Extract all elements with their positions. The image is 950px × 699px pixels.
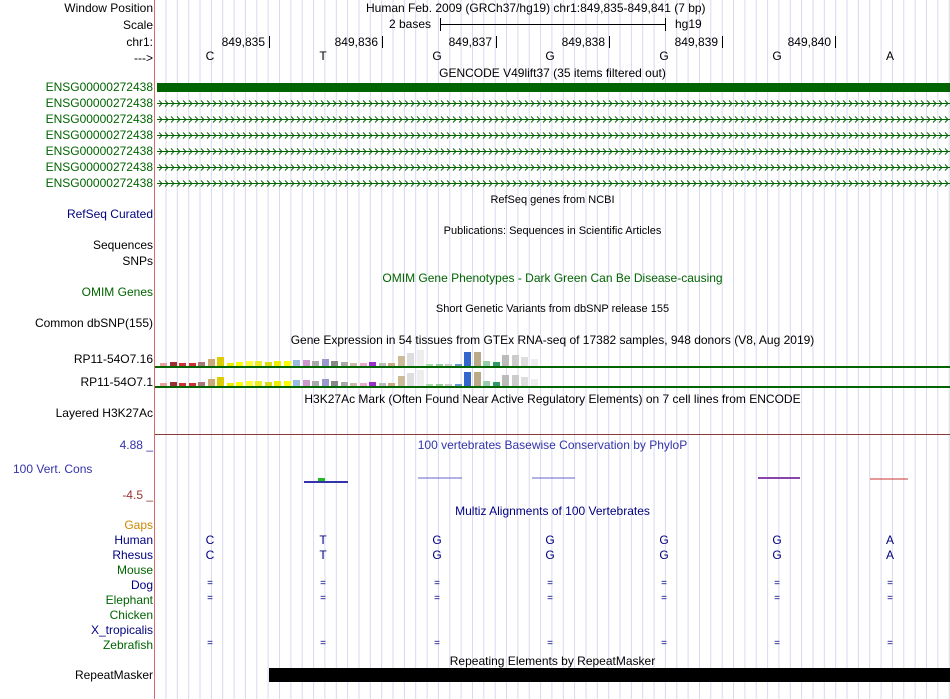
alignment-match-symbol: = <box>207 593 213 604</box>
alignment-match-symbol: = <box>887 593 893 604</box>
scale-bar-left-tick <box>440 18 441 31</box>
gencode-gene-block[interactable] <box>157 83 950 92</box>
gtex-bar[interactable] <box>502 355 509 366</box>
position-label: 849,838 <box>561 35 605 49</box>
chrom-label: chr1: <box>126 35 153 49</box>
gtex-gene-label-2[interactable]: RP11-54O7.1 <box>80 375 153 389</box>
page-title: Human Feb. 2009 (GRCh37/hg19) chr1:849,835-849,841 (7 bp) <box>366 1 706 15</box>
position-label: 849,837 <box>448 35 492 49</box>
gencode-gene-label[interactable]: ENSG00000272438 <box>45 112 153 126</box>
alignment-match-symbol: = <box>661 593 667 604</box>
snps-label[interactable]: SNPs <box>122 254 153 268</box>
species-label[interactable]: Mouse <box>116 563 153 577</box>
alignment-match-symbol: = <box>434 593 440 604</box>
species-label[interactable]: X_tropicalis <box>90 623 153 637</box>
human-base: C <box>205 533 215 547</box>
rhesus-base: G <box>659 548 669 562</box>
gtex-bar[interactable] <box>521 357 528 366</box>
gtex-bar[interactable] <box>398 356 405 366</box>
transcript-line[interactable] <box>157 115 950 124</box>
common-dbsnp-label[interactable]: Common dbSNP(155) <box>34 316 153 330</box>
alignment-match-symbol: = <box>207 578 213 589</box>
gtex-bar[interactable] <box>531 359 538 366</box>
base-letter: G <box>772 49 782 63</box>
gencode-gene-label[interactable]: ENSG00000272438 <box>45 160 153 174</box>
base-letter: A <box>885 49 894 63</box>
base-letter: G <box>545 49 555 63</box>
alignment-match-symbol: = <box>547 593 553 604</box>
transcript-line[interactable] <box>157 163 950 172</box>
gtex-bar[interactable] <box>407 373 414 386</box>
gencode-gene-label[interactable]: ENSG00000272438 <box>45 80 153 94</box>
rhesus-base: G <box>545 548 555 562</box>
scale-bar-right-tick <box>665 18 666 31</box>
species-label[interactable]: Rhesus <box>112 548 153 562</box>
gtex-bar[interactable] <box>217 357 224 366</box>
gencode-gene-label[interactable]: ENSG00000272438 <box>45 128 153 142</box>
gaps-label[interactable]: Gaps <box>124 518 153 532</box>
scale-label: Scale <box>122 18 153 32</box>
base-letter: G <box>432 49 442 63</box>
omim-track-title: OMIM Gene Phenotypes - Dark Green Can Be Disease-causing <box>382 271 723 285</box>
strand-label: ---> <box>134 51 153 65</box>
transcript-line[interactable] <box>157 131 950 140</box>
gtex-bar[interactable] <box>208 379 215 386</box>
rhesus-base: A <box>885 548 894 562</box>
gtex-bar[interactable] <box>474 372 481 386</box>
rhesus-base: T <box>319 548 327 562</box>
human-base: G <box>772 533 782 547</box>
rhesus-base: G <box>772 548 782 562</box>
human-base: T <box>319 533 327 547</box>
species-label[interactable]: Dog <box>130 578 153 592</box>
alignment-match-symbol: = <box>434 638 440 649</box>
position-label: 849,839 <box>674 35 718 49</box>
scale-bar <box>440 24 665 25</box>
human-base: G <box>545 533 555 547</box>
window-position-label: Window Position <box>64 1 153 15</box>
assembly-label: hg19 <box>675 17 702 31</box>
h3k27ac-baseline <box>155 434 950 435</box>
repeatmasker-label[interactable]: RepeatMasker <box>74 668 153 682</box>
refseq-track-title: RefSeq genes from NCBI <box>490 194 615 206</box>
omim-genes-label[interactable]: OMIM Genes <box>81 285 153 299</box>
gtex-bar[interactable] <box>521 377 528 386</box>
gtex-bar[interactable] <box>464 372 471 386</box>
sequences-label[interactable]: Sequences <box>92 238 153 252</box>
alignment-match-symbol: = <box>774 638 780 649</box>
species-label[interactable]: Chicken <box>109 608 153 622</box>
position-tick <box>835 36 836 48</box>
position-label: 849,840 <box>787 35 831 49</box>
transcript-line[interactable] <box>157 99 950 108</box>
alignment-match-symbol: = <box>774 578 780 589</box>
alignment-match-symbol: = <box>320 638 326 649</box>
position-tick <box>609 36 610 48</box>
gtex-bar[interactable] <box>417 350 424 366</box>
scale-text: 2 bases <box>389 17 432 31</box>
phylop-signal[interactable] <box>0 470 950 490</box>
alignment-match-symbol: = <box>661 578 667 589</box>
base-letter: T <box>319 49 327 63</box>
dbsnp-track-title: Short Genetic Variants from dbSNP release 155 <box>435 303 670 315</box>
refseq-curated-label[interactable]: RefSeq Curated <box>66 207 153 221</box>
gtex-bar[interactable] <box>398 376 405 386</box>
gencode-gene-label[interactable]: ENSG00000272438 <box>45 144 153 158</box>
gencode-gene-label[interactable]: ENSG00000272438 <box>45 96 153 110</box>
species-label[interactable]: Human <box>114 533 153 547</box>
gtex-line-2 <box>155 386 950 388</box>
alignment-match-symbol: = <box>887 638 893 649</box>
human-base: G <box>432 533 442 547</box>
label-separator <box>154 0 155 699</box>
repeatmasker-track-title: Repeating Elements by RepeatMasker <box>449 654 656 668</box>
alignment-match-symbol: = <box>547 578 553 589</box>
rhesus-base: G <box>432 548 442 562</box>
gtex-bar[interactable] <box>217 377 224 386</box>
gtex-bar[interactable] <box>474 352 481 366</box>
human-base: A <box>885 533 894 547</box>
species-label[interactable]: Elephant <box>105 593 153 607</box>
phylop-min-label: -4.5 _ <box>122 488 153 502</box>
phylop-track-title: 100 vertebrates Basewise Conservation by PhyloP <box>417 438 688 452</box>
position-label: 849,835 <box>221 35 265 49</box>
gtex-line-1 <box>155 366 950 368</box>
alignment-match-symbol: = <box>320 578 326 589</box>
species-label[interactable]: Zebrafish <box>102 638 153 652</box>
alignment-match-symbol: = <box>434 578 440 589</box>
base-letter: C <box>205 49 215 63</box>
position-tick <box>722 36 723 48</box>
alignment-match-symbol: = <box>774 593 780 604</box>
human-base: G <box>659 533 669 547</box>
position-label: 849,836 <box>334 35 378 49</box>
alignment-match-symbol: = <box>887 578 893 589</box>
gtex-bar[interactable] <box>208 359 215 366</box>
rhesus-base: C <box>205 548 215 562</box>
position-tick <box>382 36 383 48</box>
phylop-max-label: 4.88 _ <box>119 438 153 452</box>
h3k27ac-track-title: H3K27Ac Mark (Often Found Near Active Regulatory Elements) on 7 cell lines from ENCODE <box>304 392 801 406</box>
base-letter: G <box>659 49 669 63</box>
gtex-bar[interactable] <box>417 370 424 386</box>
gtex-track-title: Gene Expression in 54 tissues from GTEx RNA-seq of 17382 samples, 948 donors (V8, Aug 2019) <box>290 333 815 347</box>
gtex-bar[interactable] <box>531 379 538 386</box>
gtex-bar[interactable] <box>322 379 329 386</box>
alignment-match-symbol: = <box>661 638 667 649</box>
position-tick <box>269 36 270 48</box>
gtex-bar[interactable] <box>512 375 519 386</box>
alignment-match-symbol: = <box>547 638 553 649</box>
transcript-line[interactable] <box>157 179 950 188</box>
gtex-bar[interactable] <box>322 359 329 366</box>
gtex-bar[interactable] <box>407 353 414 366</box>
position-tick <box>496 36 497 48</box>
h3k27ac-label[interactable]: Layered H3K27Ac <box>55 406 153 420</box>
gencode-gene-label[interactable]: ENSG00000272438 <box>45 176 153 190</box>
gtex-bar[interactable] <box>464 352 471 366</box>
repeat-element-block[interactable] <box>269 668 950 682</box>
gtex-bar[interactable] <box>502 375 509 386</box>
gencode-track-title: GENCODE V49lift37 (35 items filtered out) <box>439 66 666 80</box>
publications-track-title: Publications: Sequences in Scientific Articles <box>443 225 662 237</box>
multiz-track-title: Multiz Alignments of 100 Vertebrates <box>455 504 650 518</box>
transcript-line[interactable] <box>157 147 950 156</box>
alignment-match-symbol: = <box>207 638 213 649</box>
gtex-bar[interactable] <box>512 355 519 366</box>
gtex-gene-label-1[interactable]: RP11-54O7.16 <box>73 352 153 366</box>
phylop-label[interactable]: 100 Vert. Cons <box>13 462 93 476</box>
alignment-match-symbol: = <box>320 593 326 604</box>
